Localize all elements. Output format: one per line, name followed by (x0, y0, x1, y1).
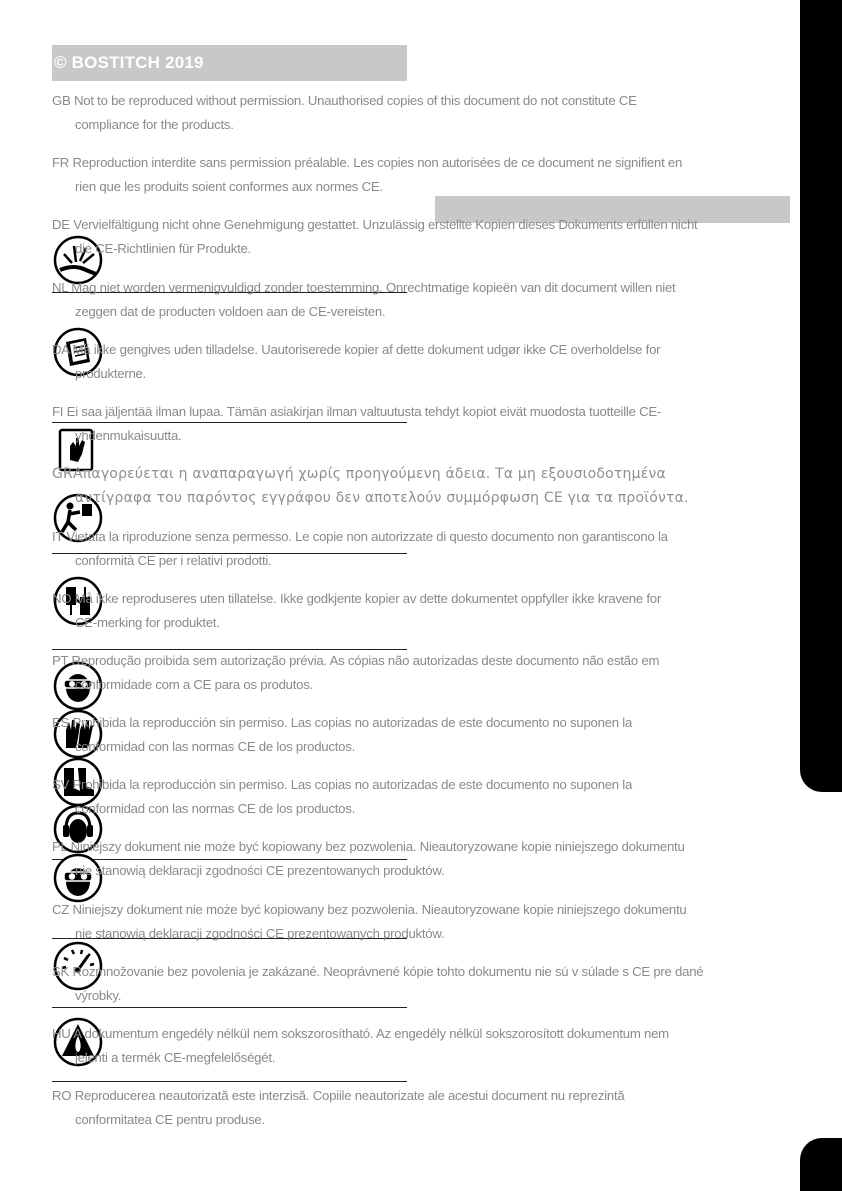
lang-code: FI (52, 404, 64, 419)
lang-code: DE (52, 217, 70, 232)
notice-text-cont: conformidade com a CE para os produtos. (75, 677, 314, 692)
notice-text-cont: conformità CE per i relativi prodotti. (75, 553, 272, 568)
notice-hu (52, 1022, 792, 1070)
lang-code: GB (52, 93, 71, 108)
copyright-banner (52, 45, 407, 81)
notice-text-cont: zeggen dat de producten voldoen aan de CE-vereisten. (75, 304, 386, 319)
notice-text: Prohibida la reproducción sin permiso. Las copias no autorizadas de este documento no suponen la (72, 777, 633, 792)
notice-text-cont: conformitatea CE pentru produse. (75, 1112, 265, 1127)
notice-text-cont: výrobky. (75, 988, 122, 1003)
lang-code: PT (52, 653, 69, 668)
notice-text: Not to be reproduced without permission. Unauthorised copies of this document do not constitute CE (73, 93, 637, 108)
lang-code: RO (52, 1088, 72, 1103)
notice-text-cont: yhdenmukaisuutta. (75, 428, 182, 443)
notice-sk (52, 960, 792, 1008)
notice-text: Må ikke reproduseres uten tillatelse. Ikke godkjente kopier av dette dokumentet oppfyller ikke kravene for (74, 591, 662, 606)
page-number-tab (800, 1138, 842, 1191)
notice-pt (52, 649, 792, 697)
notice-text: Reproduction interdite sans permission préalable. Les copies non autorisées de ce document ne signifient en (72, 155, 683, 170)
lang-code: DA (52, 342, 70, 357)
notice-text: Vervielfältigung nicht ohne Genehmigung gestattet. Unzulässig erstellte Kopien dieses Dokuments erfüllen nicht (73, 217, 698, 232)
lang-code: NO (52, 591, 72, 606)
notice-text-cont: αντίγραφα του παρόντος εγγράφου δεν αποτελούν συμμόρφωση CE για τα προϊόντα. (75, 490, 689, 506)
notice-text-cont: conformidad con las normas CE de los productos. (75, 739, 355, 754)
notice-es (52, 711, 792, 759)
notice-da (52, 338, 792, 386)
notice-fr (52, 151, 792, 199)
notice-text-cont: nie stanowią deklaracji zgodności CE prezentowanych produktów. (75, 863, 445, 878)
notice-text-cont: produkterne. (75, 366, 147, 381)
lang-code: HU (52, 1026, 71, 1041)
notice-text-cont: conformidad con las normas CE de los productos. (75, 801, 355, 816)
notice-no (52, 587, 792, 635)
notice-text: Rozmnožovanie bez povolenia je zakázané. Neoprávnené kópie tohto dokumentu nie sú v súlade s CE pre dané (72, 964, 704, 979)
lang-code: NL (52, 280, 68, 295)
notice-gr (52, 462, 792, 510)
notice-text: Prohibida la reproducción sin permiso. Las copias no autorizadas de este documento no suponen la (72, 715, 633, 730)
divider (52, 1081, 407, 1082)
lang-code: SK (52, 964, 70, 979)
notice-text: A dokumentum engedély nélkül nem sokszorosítható. Az engedély nélkül sokszorosított dokumentum nem (73, 1026, 669, 1041)
notice-text-cont: nie stanowią deklaracji zgodności CE prezentowanych produktów. (75, 926, 445, 941)
lang-code: CZ (52, 902, 70, 917)
lang-code: FR (52, 155, 70, 170)
notice-fi (52, 400, 792, 448)
notice-text: Απαγορεύεται η αναπαραγωγή χωρίς προηγούμενη άδεια. Τα μη εξουσιοδοτημένα (72, 466, 666, 482)
notice-text-cont: rien que les produits soient conformes aux normes CE. (75, 179, 383, 194)
notice-pl (52, 835, 792, 883)
notice-text-cont: die CE-Richtlinien für Produkte. (75, 241, 251, 256)
notice-text-cont: jelenti a termék CE-megfelelőségét. (75, 1050, 276, 1065)
notice-text: Niniejszy dokument nie może być kopiowany bez pozwolenia. Nieautoryzowane kopie niniejszego dokumentu (70, 839, 685, 854)
notice-text: Vietata la riproduzione senza permesso. Le copie non autorizzate di questo documento non garantiscono la (66, 529, 668, 544)
copyright-text: © BOSTITCH 2019 (54, 53, 204, 72)
notice-text: Ei saa jäljentää ilman lupaa. Tämän asiakirjan ilman valtuutusta tehdyt kopiot eivät muodosta tuotteille CE- (66, 404, 662, 419)
lang-code: IT (52, 529, 63, 544)
notice-text: Reprodução proibida sem autorização prévia. As cópias não autorizadas deste documento não estão em (71, 653, 660, 668)
lang-code: ES (52, 715, 70, 730)
notice-it (52, 525, 792, 573)
notice-text-cont: compliance for the products. (75, 117, 234, 132)
notice-ro (52, 1084, 792, 1132)
lang-code: PL (52, 839, 68, 854)
notice-text: Niniejszy dokument nie może być kopiowany bez pozwolenia. Nieautoryzowane kopie niniejszego dokumentu (72, 902, 687, 917)
lang-code: SV (52, 777, 70, 792)
lang-code: GR (52, 466, 73, 482)
notice-cz (52, 898, 792, 946)
notice-nl (52, 276, 792, 324)
notice-text: Må ikke gengives uden tilladelse. Uautoriserede kopier af dette dokument udgør ikke CE overholdelse for (72, 342, 661, 357)
section-tab (800, 0, 842, 792)
notice-de (52, 213, 792, 261)
notice-text: Mag niet worden vermenigvuldigd zonder toestemming. Onrechtmatige kopieën van dit document willen niet (71, 280, 676, 295)
notice-text-cont: CE-merking for produktet. (75, 615, 220, 630)
notice-gb (52, 89, 792, 137)
notice-sv (52, 773, 792, 821)
notice-text: Reproducerea neautorizată este interzisă. Copiile neautorizate ale acestui document nu reprezintă (74, 1088, 625, 1103)
